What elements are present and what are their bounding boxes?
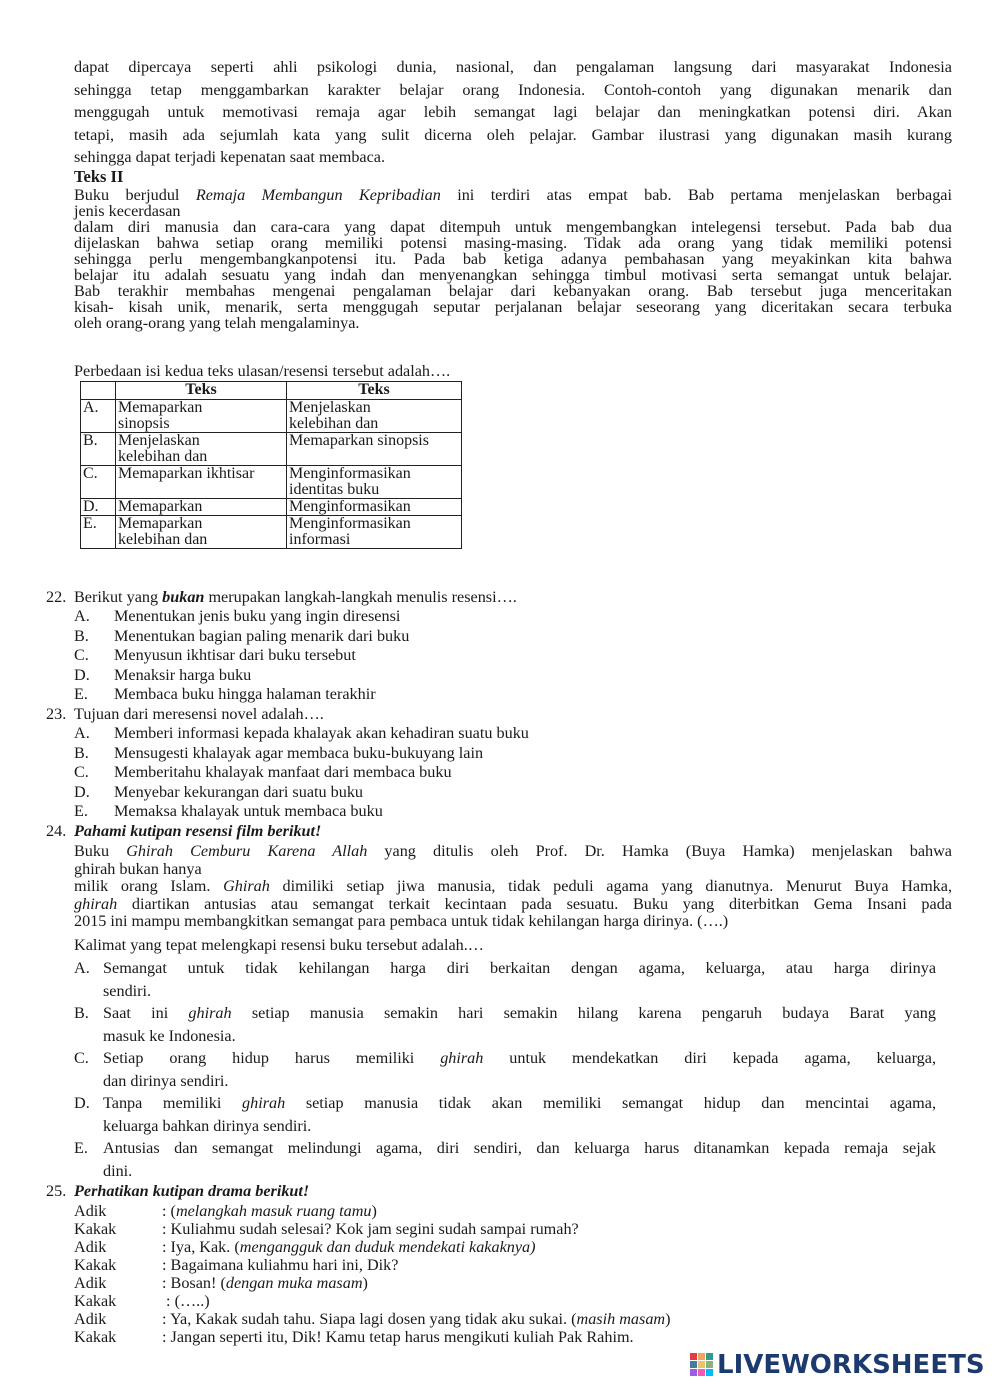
teks2-line: belajar itu adalah sesuatu yang indah dan menyenangkan sehingga timbul motivasi serta semangat untuk belajar. <box>74 266 952 284</box>
stage-direction: masih masam <box>576 1310 666 1328</box>
cell-line: kelebihan dan <box>118 448 208 465</box>
q24-excerpt <box>74 843 952 931</box>
q22-option-e[interactable] <box>74 685 376 705</box>
row-teks1 <box>116 433 287 466</box>
logo-cell <box>706 1361 713 1368</box>
logo-cell <box>698 1361 705 1368</box>
drama-line <box>74 1274 368 1292</box>
speaker: Kakak <box>74 1256 117 1274</box>
logo-cell <box>690 1353 697 1360</box>
intro-line: tetapi, masih ada sejumlah kata yang sulit dicerna oleh pelajar. Gambar ilustrasi yang digunakan masih kurang <box>74 125 952 144</box>
option-letter: A. <box>74 607 90 625</box>
teks2-paragraph <box>74 187 952 331</box>
drama-line <box>74 1310 671 1328</box>
option-text: Menentukan bagian paling menarik dari buku <box>114 627 410 645</box>
option-text <box>103 1047 936 1092</box>
row-teks2 <box>287 516 462 549</box>
stem-text: Pahami kutipan resensi film berikut! <box>74 822 322 840</box>
table-row <box>81 433 462 466</box>
logo-cell <box>698 1353 705 1360</box>
cell-line: Menginformasikan <box>289 498 411 515</box>
logo-cell <box>706 1369 713 1376</box>
logo-text: LIVEWORKSHEETS <box>717 1350 985 1380</box>
question-number: 25. <box>46 1182 67 1200</box>
excerpt-text: milik orang Islam. <box>74 877 224 895</box>
option-text <box>103 957 936 1002</box>
cell-line: sinopsis <box>118 415 170 432</box>
question-number: 23. <box>46 705 67 723</box>
teks2-heading: Teks II <box>74 167 124 186</box>
option-line: keluarga bahkan dirinya sendiri. <box>103 1116 312 1135</box>
q24-option-b[interactable] <box>74 1002 936 1047</box>
option-text: Mensugesti khalayak agar membaca buku-bukuyang lain <box>114 744 484 762</box>
dialogue: : Bosan! ( <box>162 1274 226 1292</box>
cell-line: Memaparkan ikhtisar <box>118 465 255 482</box>
option-segment: Setiap orang hidup harus memiliki <box>103 1049 441 1067</box>
option-letter: B. <box>74 744 89 762</box>
speaker: Adik <box>74 1238 107 1256</box>
teks2-line <box>74 187 952 203</box>
dialogue: ) <box>371 1202 377 1220</box>
drama-line <box>74 1292 210 1310</box>
q23-option-b[interactable] <box>74 744 483 764</box>
q23-option-d[interactable] <box>74 783 363 803</box>
table-row <box>81 499 462 516</box>
logo-cell <box>690 1369 697 1376</box>
teks2-text: ini terdiri atas empat bab. Bab pertama menjelaskan berbagai <box>440 186 952 204</box>
option-line: dini. <box>103 1161 133 1180</box>
logo-cell <box>706 1353 713 1360</box>
option-emphasis: ghirah <box>242 1094 286 1112</box>
dialogue: : Ya, Kakak sudah tahu. Siapa lagi dosen yang tidak aku sukai. ( <box>162 1310 577 1328</box>
option-letter: A. <box>74 959 90 977</box>
speaker: Kakak <box>74 1292 117 1310</box>
option-letter: C. <box>74 646 89 664</box>
option-segment: setiap manusia semakin hari semakin hilang karena pengaruh budaya Barat yang <box>231 1004 936 1022</box>
q24-option-e[interactable] <box>74 1137 936 1182</box>
stage-direction: melangkah masuk ruang tamu <box>175 1202 372 1220</box>
question-number: 22. <box>46 588 67 606</box>
dialogue: : ( <box>162 1202 176 1220</box>
row-teks2 <box>287 433 462 466</box>
speaker: Adik <box>74 1202 107 1220</box>
excerpt-text: yang ditulis oleh Prof. Dr. Hamka (Buya Hamka) menjelaskan bahwa <box>367 842 952 860</box>
teks2-line: sehingga perlu mengembangkanpotensi itu. Pada bab ketiga adanya pembahasan yang meyakinkan kita bahwa <box>74 250 952 268</box>
option-text: Menyebar kekurangan dari suatu buku <box>114 783 364 801</box>
teks2-text: Buku berjudul <box>74 186 196 204</box>
q23-stem <box>46 705 324 725</box>
row-teks1 <box>116 400 287 433</box>
excerpt-line <box>74 843 952 861</box>
table-header-letter <box>81 382 116 400</box>
intro-line: sehingga dapat terjadi kepenatan saat membaca. <box>74 148 386 166</box>
option-line: masuk ke Indonesia. <box>103 1026 236 1045</box>
option-letter: D. <box>74 783 90 801</box>
stage-direction: mengangguk dan duduk mendekati kakaknya) <box>239 1238 536 1256</box>
dialogue: : Bagaimana kuliahmu hari ini, Dik? <box>162 1256 399 1274</box>
stem-text: Perhatikan kutipan drama berikut! <box>74 1182 310 1200</box>
q21-stem: Perbedaan isi kedua teks ulasan/resensi tersebut adalah…. <box>74 362 451 380</box>
option-emphasis: ghirah <box>440 1049 484 1067</box>
drama-line <box>74 1328 634 1346</box>
q24-option-c[interactable] <box>74 1047 936 1092</box>
logo-cell <box>698 1369 705 1376</box>
speaker: Adik <box>74 1274 107 1292</box>
row-letter: C. <box>81 466 116 499</box>
cell-line: Memaparkan <box>118 399 203 416</box>
table-row <box>81 466 462 499</box>
cell-line: Memaparkan sinopsis <box>289 432 429 449</box>
row-letter: D. <box>81 499 116 516</box>
option-line: sendiri. <box>103 981 152 1000</box>
option-text: Menyusun ikhtisar dari buku tersebut <box>114 646 356 664</box>
q22-option-d[interactable] <box>74 666 251 686</box>
q23-option-a[interactable] <box>74 724 529 744</box>
intro-line: menggugah untuk memotivasi remaja agar lebih semangat lagi belajar dan meningkatkan potensi diri. Akan <box>74 103 952 121</box>
row-teks2 <box>287 400 462 433</box>
option-letter: E. <box>74 685 88 703</box>
q24-option-d[interactable] <box>74 1092 936 1137</box>
option-letter: B. <box>74 627 89 645</box>
option-segment: Saat ini <box>103 1004 189 1022</box>
q24-prompt: Kalimat yang tepat melengkapi resensi buku tersebut adalah.… <box>74 936 484 954</box>
teks2-line: kisah- kisah unik, menarik, serta menggugah seputar perjalanan belajar seseorang yang diceritakan secara terbuka <box>74 298 952 316</box>
table-row <box>81 516 462 549</box>
dialogue: : Jangan seperti itu, Dik! Kamu tetap harus mengikuti kuliah Pak Rahim. <box>162 1328 634 1346</box>
q23-option-e[interactable] <box>74 802 383 822</box>
option-line: Antusias dan semangat melindungi agama, diri sendiri, dan keluarga harus ditanamkan kepada remaja sejak <box>103 1139 936 1157</box>
speaker: Kakak <box>74 1328 117 1346</box>
intro-line: dapat dipercaya seperti ahli psikologi dunia, nasional, dan pengalaman langsung dari masyarakat Indonesia <box>74 58 952 76</box>
row-letter: B. <box>81 433 116 466</box>
excerpt-text: diartikan antusias atau semangat terkait kecintaan pada sesuatu. Buku yang diterbitkan Gema Insani pada <box>117 894 952 913</box>
speaker: Adik <box>74 1310 107 1328</box>
excerpt-line: 2015 ini mampu membangkitkan semangat para pembaca untuk tidak kehilangan harga dirinya. (….) <box>74 912 729 930</box>
teks2-line: oleh orang-orang yang telah mengalaminya. <box>74 314 360 332</box>
option-text: Membaca buku hingga halaman terakhir <box>114 685 376 703</box>
option-text: Memberi informasi kepada khalayak akan kehadiran suatu buku <box>114 724 529 742</box>
table-header-row <box>81 382 462 400</box>
stem-text: merupakan langkah-langkah menulis resensi…. <box>204 588 517 606</box>
stem-emphasis: bukan <box>162 588 205 606</box>
book-title: Ghirah Cemburu Karena Allah <box>126 842 368 860</box>
dialogue: : Iya, Kak. ( <box>162 1238 240 1256</box>
q22-option-a[interactable] <box>74 607 400 627</box>
option-line <box>103 1002 936 1025</box>
option-segment: setiap manusia tidak akan memiliki semangat hidup dan mencintai agama, <box>285 1094 936 1112</box>
cell-line: informasi <box>289 531 351 548</box>
option-line <box>103 1092 936 1115</box>
excerpt-emphasis: ghirah <box>74 894 118 913</box>
excerpt-line: ghirah bukan hanya <box>74 859 202 878</box>
stem-text: Tujuan dari meresensi novel adalah…. <box>74 705 324 723</box>
option-segment: untuk mendekatkan diri kepada agama, keluarga, <box>483 1049 937 1067</box>
option-letter: D. <box>74 666 90 684</box>
option-letter: B. <box>74 1004 89 1022</box>
logo-grid-icon <box>690 1353 714 1377</box>
row-letter: A. <box>81 400 116 433</box>
option-segment: Tanpa memiliki <box>103 1094 243 1112</box>
option-text <box>103 1092 936 1137</box>
teks2-line: dijelaskan bahwa setiap orang memiliki potensi masing-masing. Tidak ada orang yang tidak memiliki potensi <box>74 234 952 252</box>
dialogue: : Kuliahmu sudah selesai? Kok jam segini sudah sampai rumah? <box>162 1220 579 1238</box>
option-text: Menaksir harga buku <box>114 666 252 684</box>
teks2-line: jenis kecerdasan <box>74 202 181 220</box>
table-header-teks1: Teks <box>116 382 287 400</box>
option-letter: C. <box>74 1049 89 1067</box>
cell-line: Menginformasikan <box>289 465 411 482</box>
question-number: 24. <box>46 822 67 840</box>
option-text: Memaksa khalayak untuk membaca buku <box>114 802 383 820</box>
excerpt-emphasis: Ghirah <box>223 877 270 895</box>
q22-option-b[interactable] <box>74 627 409 647</box>
option-letter: D. <box>74 1094 90 1112</box>
table-row <box>81 400 462 433</box>
cell-line: Memaparkan <box>118 515 203 532</box>
row-teks1 <box>116 466 287 499</box>
cell-line: identitas buku <box>289 481 380 498</box>
excerpt-line <box>74 896 952 914</box>
drama-line <box>74 1238 536 1256</box>
row-teks1 <box>116 516 287 549</box>
option-letter: E. <box>74 1139 88 1157</box>
dialogue: ) <box>362 1274 368 1292</box>
option-text <box>103 1002 936 1047</box>
q25-stem <box>46 1182 309 1202</box>
excerpt-text: Buku <box>74 842 127 860</box>
option-letter: E. <box>74 802 88 820</box>
option-text: Memberitahu khalayak manfaat dari membaca buku <box>114 763 452 781</box>
speaker: Kakak <box>74 1220 117 1238</box>
teks2-line: Bab terakhir membahas mengenai pengalaman belajar dari kebanyakan orang. Bab tersebut juga menceritakan <box>74 282 952 300</box>
cell-line: Memaparkan <box>118 498 203 515</box>
logo-cell <box>690 1361 697 1368</box>
q24-option-a[interactable] <box>74 957 936 1002</box>
excerpt-text: dimiliki setiap jiwa manusia, tidak peduli agama yang dianutnya. Menurut Buya Hamka, <box>269 877 952 895</box>
stage-direction: dengan muka masam <box>225 1274 363 1292</box>
cell-line: kelebihan dan <box>289 415 379 432</box>
cell-line: Menjelaskan <box>118 432 200 449</box>
option-line <box>103 1047 936 1070</box>
row-teks2 <box>287 499 462 516</box>
option-line: dan dirinya sendiri. <box>103 1071 229 1090</box>
row-letter: E. <box>81 516 116 549</box>
q24-stem <box>46 822 321 842</box>
option-letter: A. <box>74 724 90 742</box>
option-line: Semangat untuk tidak kehilangan harga diri berkaitan dengan agama, keluarga, atau harga dirinya <box>103 959 936 977</box>
option-letter: C. <box>74 763 89 781</box>
intro-line: sehingga tetap menggambarkan karakter belajar orang Indonesia. Contoh-contoh yang digunakan menarik dan <box>74 80 952 99</box>
option-emphasis: ghirah <box>188 1004 232 1022</box>
teks2-line: dalam diri manusia dan cara-cara yang dapat ditempuh untuk mengembangkan intelegensi tersebut. Pada bab dua <box>74 218 952 236</box>
dialogue: ) <box>665 1310 671 1328</box>
book-title: Remaja Membangun Kepribadian <box>195 186 441 204</box>
option-text: Menentukan jenis buku yang ingin diresensi <box>114 607 401 625</box>
row-teks1 <box>116 499 287 516</box>
q23-option-c[interactable] <box>74 763 452 783</box>
cell-line: kelebihan dan <box>118 531 208 548</box>
table-header-teks2: Teks <box>287 382 462 400</box>
q22-stem <box>46 588 517 608</box>
cell-line: Menginformasikan <box>289 515 411 532</box>
intro-paragraph <box>74 56 952 169</box>
row-teks2 <box>287 466 462 499</box>
stem-text: Berikut yang <box>74 588 163 606</box>
dialogue: : (…..) <box>162 1292 210 1310</box>
liveworksheets-logo <box>690 1350 985 1380</box>
drama-line <box>74 1256 398 1274</box>
drama-line <box>74 1202 377 1220</box>
option-text <box>103 1137 936 1182</box>
comparison-table <box>80 381 462 549</box>
excerpt-line <box>74 878 952 896</box>
drama-line <box>74 1220 579 1238</box>
cell-line: Menjelaskan <box>289 399 371 416</box>
q22-option-c[interactable] <box>74 646 356 666</box>
